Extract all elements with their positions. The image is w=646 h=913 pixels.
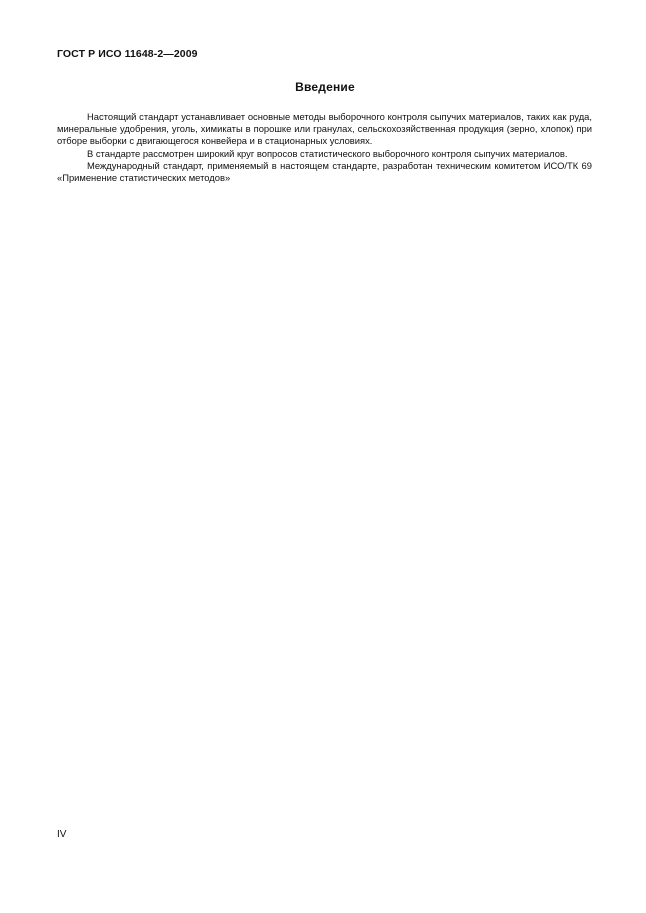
paragraph-origin: Международный стандарт, применяемый в настоящем стандарте, разработан техническим комитетом ИСО/ТК 69 «Применение статистических методов» bbox=[57, 159, 592, 184]
section-body bbox=[57, 111, 592, 184]
paragraph-scope: Настоящий стандарт устанавливает основные методы выборочного контроля сыпучих материалов, таких как руда, минеральные удобрения, уголь, химикаты в порошке или гранулах, сельскохозяйственная продукция (зерно, хлопок) при отборе выборки с двигающегося конвейера и в стационарных условиях. bbox=[57, 111, 592, 147]
page-number: IV bbox=[57, 829, 67, 840]
paragraph-coverage: В стандарте рассмотрен широкий круг вопросов статистического выборочного контроля сыпучих материалов. bbox=[87, 147, 568, 159]
document-code: ГОСТ Р ИСО 11648-2—2009 bbox=[57, 48, 198, 60]
section-title: Введение bbox=[295, 80, 355, 94]
